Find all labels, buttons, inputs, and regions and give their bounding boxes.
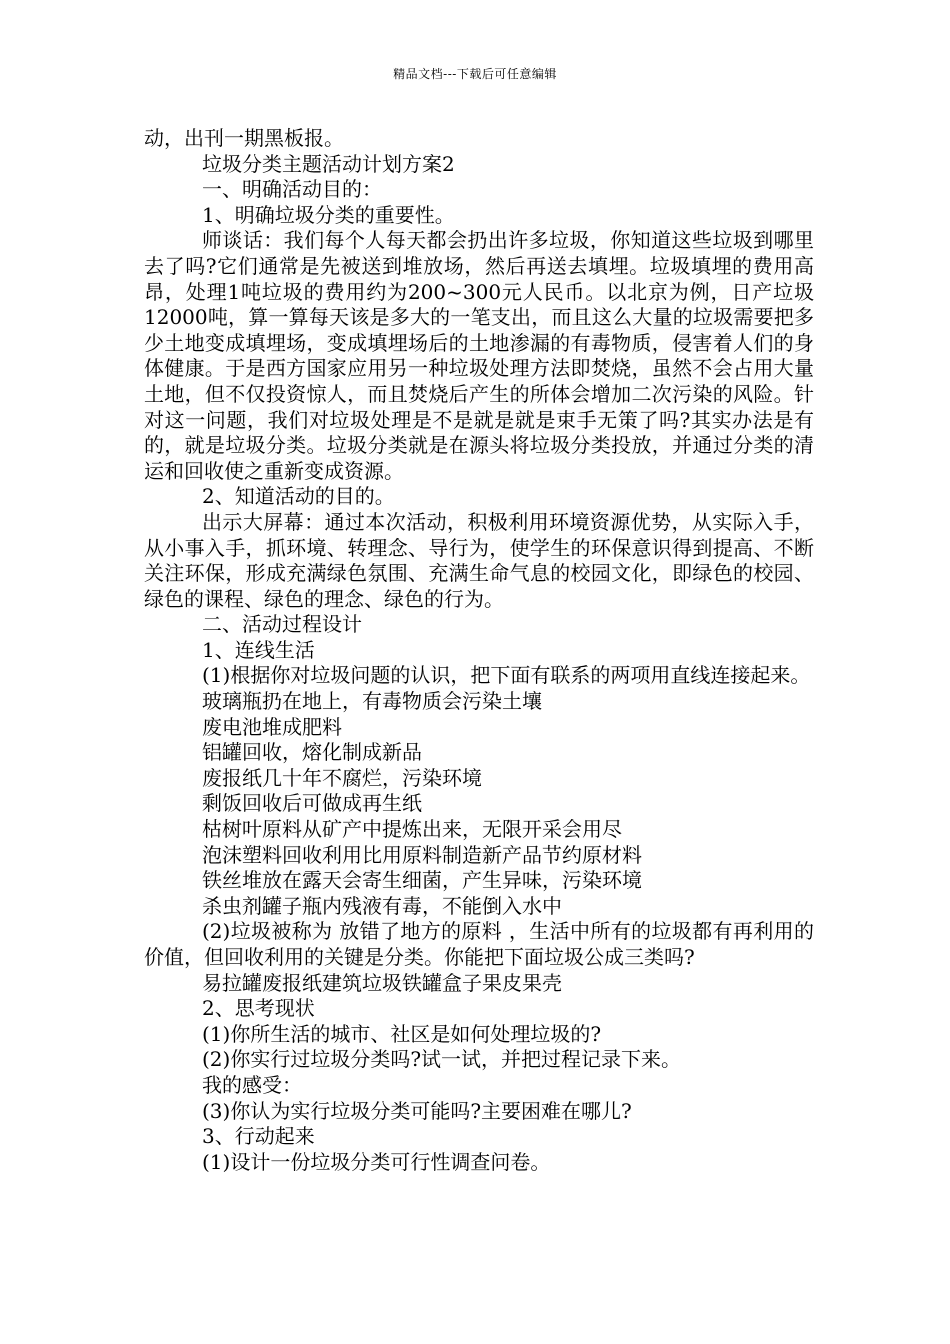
list-item: 废电池堆成肥料 [202, 714, 342, 739]
paragraph: (1)设计一份垃圾分类可行性调查问卷。 [202, 1149, 551, 1174]
list-item: 铁丝堆放在露天会寄生细菌，产生异味，污染环境 [202, 868, 642, 893]
list-item: 剩饭回收后可做成再生纸 [202, 791, 422, 816]
section-title: 垃圾分类主题活动计划方案2 [202, 151, 455, 176]
list-item: 玻璃瓶扔在地上，有毒物质会污染土壤 [202, 689, 542, 714]
paragraph: 动，出刊一期黑板报。 [144, 126, 344, 150]
heading: 一、明确活动目的： [202, 177, 382, 202]
subheading: 2、知道活动的目的。 [202, 484, 395, 509]
heading: 二、活动过程设计 [202, 612, 362, 637]
paragraph: 我的感受： [202, 1072, 302, 1097]
document-body [144, 126, 814, 1175]
paragraph: (2)垃圾被称为 放错了地方的原料 ，生活中所有的垃圾都有再利用的价值，但回收利用的关键是分类。你能把下面垃圾公成三类吗? [144, 919, 814, 969]
list-item: 杀虫剂罐子瓶内残液有毒，不能倒入水中 [202, 893, 562, 918]
list-item: 泡沫塑料回收利用比用原料制造新产品节约原材料 [202, 842, 642, 867]
paragraph: (3)你认为实行垃圾分类可能吗?主要困难在哪儿? [202, 1098, 632, 1123]
subheading: 1、明确垃圾分类的重要性。 [202, 202, 455, 227]
list-item: 铝罐回收，熔化制成新品 [202, 740, 422, 765]
subheading: 3、行动起来 [202, 1124, 315, 1149]
subheading: 1、连线生活 [202, 637, 315, 662]
subheading: 2、思考现状 [202, 996, 315, 1021]
paragraph: 师谈话：我们每个人每天都会扔出许多垃圾，你知道这些垃圾到哪里去了吗?它们通常是先被送到堆放场，然后再送去填埋。垃圾填埋的费用高昂，处理1吨垃圾的费用约为200~300元人民币。以北京为例，日产垃圾12000吨，算一算每天该是多大的一笔支出，而且这么大量的垃圾需要把多少土地变成填埋场，变成填埋场后的土地渗漏的有毒物质，侵害着人们的身体健康。于是西方国家应用另一种垃圾处理方法即焚烧，虽然不会占用大量土地，但不仅投资惊人，而且焚烧后产生的所体会增加二次污染的风险。针对这一问题，我们对垃圾处理是不是就是就是束手无策了吗?其实办法是有的，就是垃圾分类。垃圾分类就是在源头将垃圾分类投放，并通过分类的清运和回收使之重新变成资源。 [144, 228, 814, 483]
list-item: 废报纸几十年不腐烂，污染环境 [202, 765, 482, 790]
list-item: 易拉罐废报纸建筑垃圾铁罐盒子果皮果壳 [202, 970, 562, 995]
paragraph: (1)根据你对垃圾问题的认识，把下面有联系的两项用直线连接起来。 [202, 663, 811, 688]
list-item: 枯树叶原料从矿产中提炼出来，无限开采会用尽 [202, 817, 622, 842]
paragraph: (2)你实行过垃圾分类吗?试一试，并把过程记录下来。 [202, 1047, 682, 1072]
paragraph: 出示大屏幕：通过本次活动，积极利用环境资源优势，从实际入手，从小事入手，抓环境、转理念、导行为，使学生的环保意识得到提高、不断关注环保，形成充满绿色氛围、充满生命气息的校园文化，即绿色的校园、绿色的课程、绿色的理念、绿色的行为。 [144, 509, 814, 611]
paragraph: (1)你所生活的城市、社区是如何处理垃圾的? [202, 1021, 602, 1046]
page-header: 精品文档---下载后可任意编辑 [393, 67, 557, 81]
